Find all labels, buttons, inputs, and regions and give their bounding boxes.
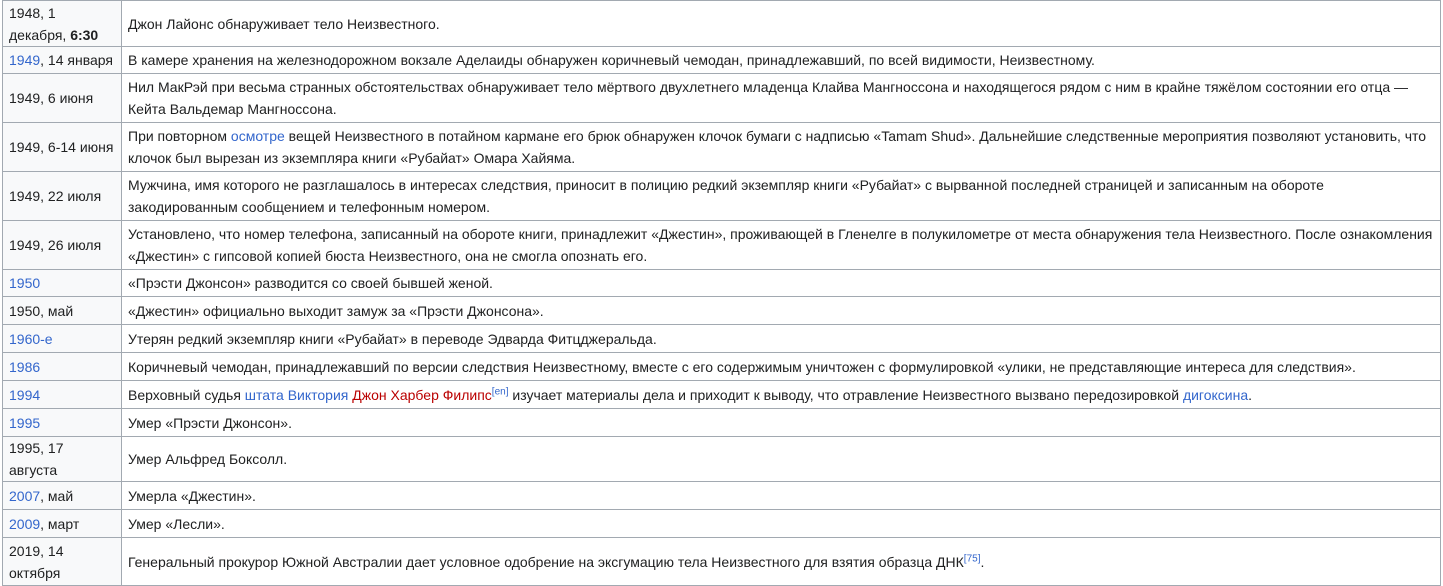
event-cell: Утерян редкий экземпляр книги «Рубайат» в переводе Эдварда Фитцджеральда. <box>122 325 1441 353</box>
time-label: 6:30 <box>70 26 99 43</box>
table-row <box>3 381 1441 409</box>
table-row <box>3 221 1441 270</box>
date-cell <box>3 325 122 353</box>
event-cell: Джон Лайонс обнаруживает тело Неизвестного. <box>122 1 1441 47</box>
date-cell: 1949, 22 июля <box>3 172 122 221</box>
date-cell: 1949, 26 июля <box>3 221 122 270</box>
date-cell: 1949, 14 января <box>3 47 122 74</box>
event-cell: «Прэсти Джонсон» разводится со своей бывшей женой. <box>122 270 1441 297</box>
event-cell: Умерла «Джестин». <box>122 482 1441 510</box>
event-cell: «Джестин» официально выходит замуж за «Прэсти Джонсона». <box>122 297 1441 325</box>
event-cell: Мужчина, имя которого не разглашалось в интересах следствия, приносит в полицию редкий экземпляр книги «Рубайат» с вырванной последней страницей и записанным на обороте закодированным сообщением и телефонным номером. <box>122 172 1441 221</box>
year-link[interactable]: 1995 <box>9 414 41 431</box>
event-cell: Верховный судья штата Виктория Джон Харбер Филипс[en] изучает материалы дела и приходит к выводу, что отравление Неизвестного вызвано передозировкой дигоксина. <box>122 381 1441 409</box>
date-cell: 1949, 6-14 июня <box>3 123 122 172</box>
date-cell: 1950, май <box>3 297 122 325</box>
table-row <box>3 123 1441 172</box>
event-cell: Генеральный прокурор Южной Австралии дает условное одобрение на эксгумацию тела Неизвестного для взятия образца ДНК[75]. <box>122 538 1441 586</box>
table-row <box>3 325 1441 353</box>
date-cell: 2009, март <box>3 510 122 538</box>
reference-sup <box>964 553 981 564</box>
reference-link[interactable]: [75] <box>963 552 981 564</box>
en-interlanguage-link[interactable]: [en] <box>491 385 509 397</box>
date-cell: 2007, май <box>3 482 122 510</box>
date-cell <box>3 381 122 409</box>
event-cell: Коричневый чемодан, принадлежавший по версии следствия Неизвестному, вместе с его содержимым уничтожен с формулировкой «улики, не представляющие интереса для следствия». <box>122 353 1441 381</box>
decade-link[interactable]: 1960-е <box>9 330 53 347</box>
inspection-link[interactable]: осмотре <box>230 128 285 144</box>
table-row <box>3 270 1441 297</box>
table-row <box>3 74 1441 123</box>
table-row <box>3 1 1441 47</box>
event-cell: Умер «Лесли». <box>122 510 1441 538</box>
digoxin-link[interactable]: дигоксина <box>1182 386 1249 403</box>
table-row <box>3 482 1441 510</box>
event-cell: Нил МакРэй при весьма странных обстоятельствах обнаруживает тело мёртвого двухлетнего младенца Клайва Мангноссона и находящегося рядом с ним в крайне тяжёлом состоянии его отца — Кейта Вальдемар Мангноссона. <box>122 74 1441 123</box>
year-link[interactable]: 2007 <box>9 487 41 504</box>
date-cell: 1995, 17 августа <box>3 437 122 482</box>
date-cell <box>3 353 122 381</box>
date-cell <box>3 409 122 437</box>
table-row <box>3 353 1441 381</box>
date-cell: 1948, 1 декабря, 6:30 <box>3 1 122 47</box>
table-row <box>3 409 1441 437</box>
event-cell: В камере хранения на железнодорожном вокзале Аделаиды обнаружен коричневый чемодан, принадлежавший, по всей видимости, Неизвестному. <box>122 47 1441 74</box>
judge-redlink[interactable]: Джон Харбер Филипс <box>352 386 492 403</box>
event-cell: Умер Альфред Боксолл. <box>122 437 1441 482</box>
table-row <box>3 437 1441 482</box>
year-link[interactable]: 1949 <box>9 52 41 68</box>
year-link[interactable]: 1986 <box>9 358 41 375</box>
timeline-table <box>2 0 1441 586</box>
table-row <box>3 297 1441 325</box>
event-cell: Установлено, что номер телефона, записанный на обороте книги, принадлежит «Джестин», проживающей в Гленелге в полукилометре от места обнаружения тела Неизвестного. После ознакомления «Джестин» с гипсовой копией бюста Неизвестного, она не смогла опознать его. <box>122 221 1441 270</box>
victoria-state-link[interactable]: штата Виктория <box>244 386 349 403</box>
event-cell: При повторном осмотре вещей Неизвестного в потайном кармане его брюк обнаружен клочок бумаги с надписью «Tamam Shud». Дальнейшие следственные мероприятия позволяют установить, что клочок был вырезан из экземпляра книги «Рубайат» Омара Хайяма. <box>122 123 1441 172</box>
event-cell: Умер «Прэсти Джонсон». <box>122 409 1441 437</box>
table-row <box>3 172 1441 221</box>
year-link[interactable]: 1950 <box>9 275 41 291</box>
date-cell: 1949, 6 июня <box>3 74 122 123</box>
table-row <box>3 510 1441 538</box>
interlanguage-sup <box>492 386 509 397</box>
year-link[interactable]: 1994 <box>9 386 41 403</box>
table-row <box>3 47 1441 74</box>
date-cell <box>3 270 122 297</box>
year-link[interactable]: 2009 <box>9 515 41 532</box>
table-row <box>3 538 1441 586</box>
date-cell: 2019, 14 октября <box>3 538 122 586</box>
